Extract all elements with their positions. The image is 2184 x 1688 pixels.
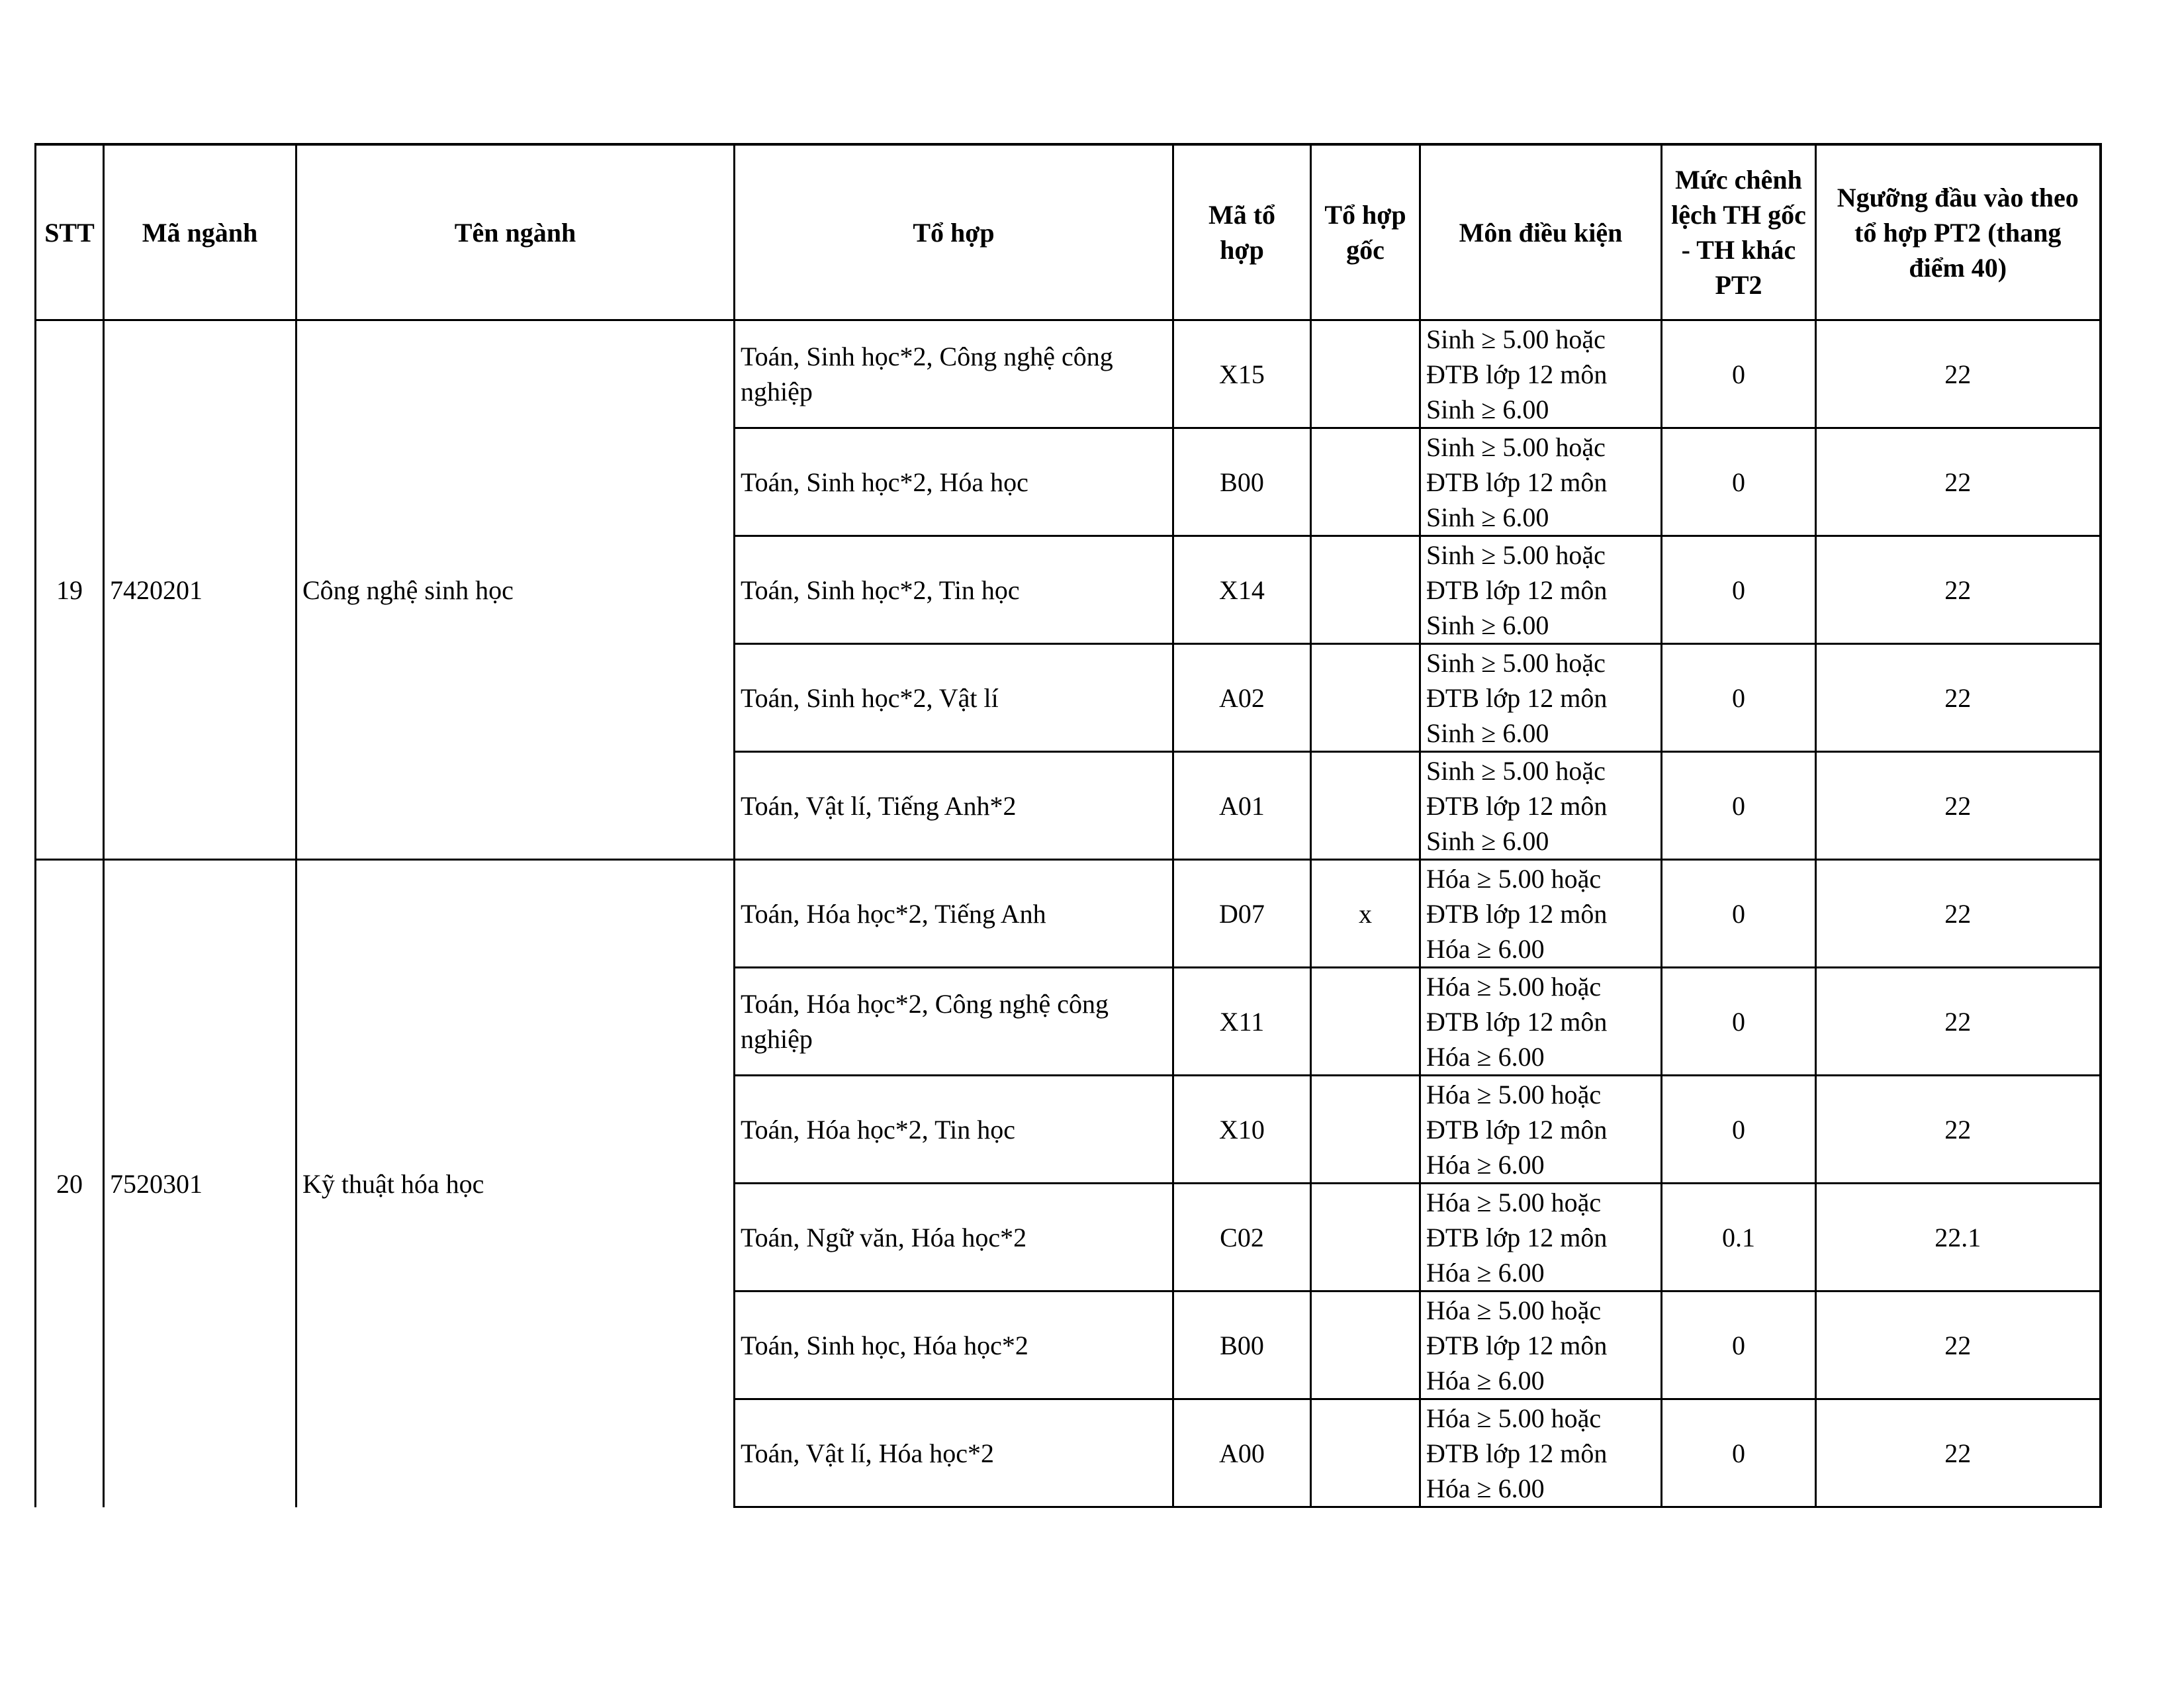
combo-name: Toán, Hóa học*2, Tin học — [735, 1076, 1173, 1184]
combo-name: Toán, Vật lí, Tiếng Anh*2 — [735, 752, 1173, 860]
subject-condition: Sinh ≥ 5.00 hoặc ĐTB lớp 12 môn Sinh ≥ 6.00 — [1420, 752, 1662, 860]
combo-code: C02 — [1173, 1184, 1311, 1291]
entry-threshold: 22 — [1816, 752, 2101, 860]
base-combo-mark — [1311, 1184, 1420, 1291]
subject-condition: Hóa ≥ 5.00 hoặc ĐTB lớp 12 môn Hóa ≥ 6.00 — [1420, 1076, 1662, 1184]
major-name: Công nghệ sinh học — [296, 320, 735, 860]
subject-condition: Sinh ≥ 5.00 hoặc ĐTB lớp 12 môn Sinh ≥ 6.00 — [1420, 644, 1662, 752]
combo-code: B00 — [1173, 428, 1311, 536]
table-row — [36, 860, 2101, 968]
subject-condition: Hóa ≥ 5.00 hoặc ĐTB lớp 12 môn Hóa ≥ 6.00 — [1420, 968, 1662, 1076]
base-combo-mark — [1311, 644, 1420, 752]
score-difference: 0.1 — [1662, 1184, 1816, 1291]
header-to-hop: Tổ hợp — [735, 144, 1173, 320]
base-combo-mark — [1311, 320, 1420, 428]
entry-threshold: 22 — [1816, 1291, 2101, 1399]
entry-threshold: 22.1 — [1816, 1184, 2101, 1291]
score-difference: 0 — [1662, 1076, 1816, 1184]
combo-code: B00 — [1173, 1291, 1311, 1399]
combo-code: D07 — [1173, 860, 1311, 968]
combo-name: Toán, Hóa học*2, Tiếng Anh — [735, 860, 1173, 968]
combo-name: Toán, Vật lí, Hóa học*2 — [735, 1399, 1173, 1507]
entry-threshold: 22 — [1816, 1076, 2101, 1184]
header-row — [36, 144, 2101, 320]
entry-threshold: 22 — [1816, 968, 2101, 1076]
header-muc-chenh-lech: Mức chênh lệch TH gốc - TH khác PT2 — [1662, 144, 1816, 320]
combo-name: Toán, Sinh học, Hóa học*2 — [735, 1291, 1173, 1399]
combo-code: X10 — [1173, 1076, 1311, 1184]
combo-code: X14 — [1173, 536, 1311, 644]
admission-table — [34, 143, 2102, 1508]
entry-threshold: 22 — [1816, 428, 2101, 536]
combo-code: X15 — [1173, 320, 1311, 428]
major-stt: 19 — [36, 320, 104, 860]
subject-condition: Hóa ≥ 5.00 hoặc ĐTB lớp 12 môn Hóa ≥ 6.00 — [1420, 1291, 1662, 1399]
header-nguong-dau-vao: Ngưỡng đầu vào theo tổ hợp PT2 (thang điểm 40) — [1816, 144, 2101, 320]
score-difference: 0 — [1662, 644, 1816, 752]
header-mon-dieu-kien: Môn điều kiện — [1420, 144, 1662, 320]
header-ma-nganh: Mã ngành — [104, 144, 296, 320]
entry-threshold: 22 — [1816, 1399, 2101, 1507]
base-combo-mark — [1311, 968, 1420, 1076]
combo-code: A02 — [1173, 644, 1311, 752]
score-difference: 0 — [1662, 1399, 1816, 1507]
major-code: 7520301 — [104, 860, 296, 1507]
base-combo-mark — [1311, 752, 1420, 860]
score-difference: 0 — [1662, 752, 1816, 860]
base-combo-mark — [1311, 428, 1420, 536]
combo-name: Toán, Sinh học*2, Hóa học — [735, 428, 1173, 536]
score-difference: 0 — [1662, 1291, 1816, 1399]
base-combo-mark — [1311, 1076, 1420, 1184]
combo-name: Toán, Sinh học*2, Công nghệ công nghiệp — [735, 320, 1173, 428]
subject-condition: Hóa ≥ 5.00 hoặc ĐTB lớp 12 môn Hóa ≥ 6.00 — [1420, 1399, 1662, 1507]
score-difference: 0 — [1662, 968, 1816, 1076]
combo-code: A00 — [1173, 1399, 1311, 1507]
base-combo-mark — [1311, 1399, 1420, 1507]
subject-condition: Hóa ≥ 5.00 hoặc ĐTB lớp 12 môn Hóa ≥ 6.00 — [1420, 860, 1662, 968]
score-difference: 0 — [1662, 536, 1816, 644]
entry-threshold: 22 — [1816, 320, 2101, 428]
entry-threshold: 22 — [1816, 644, 2101, 752]
subject-condition: Sinh ≥ 5.00 hoặc ĐTB lớp 12 môn Sinh ≥ 6.00 — [1420, 428, 1662, 536]
combo-code: A01 — [1173, 752, 1311, 860]
base-combo-mark: x — [1311, 860, 1420, 968]
combo-name: Toán, Sinh học*2, Vật lí — [735, 644, 1173, 752]
combo-name: Toán, Sinh học*2, Tin học — [735, 536, 1173, 644]
major-stt: 20 — [36, 860, 104, 1507]
subject-condition: Sinh ≥ 5.00 hoặc ĐTB lớp 12 môn Sinh ≥ 6.00 — [1420, 320, 1662, 428]
base-combo-mark — [1311, 536, 1420, 644]
combo-name: Toán, Ngữ văn, Hóa học*2 — [735, 1184, 1173, 1291]
subject-condition: Hóa ≥ 5.00 hoặc ĐTB lớp 12 môn Hóa ≥ 6.00 — [1420, 1184, 1662, 1291]
subject-condition: Sinh ≥ 5.00 hoặc ĐTB lớp 12 môn Sinh ≥ 6.00 — [1420, 536, 1662, 644]
combo-code: X11 — [1173, 968, 1311, 1076]
header-ten-nganh: Tên ngành — [296, 144, 735, 320]
major-code: 7420201 — [104, 320, 296, 860]
table-row — [36, 320, 2101, 428]
header-ma-to-hop: Mã tổ hợp — [1173, 144, 1311, 320]
entry-threshold: 22 — [1816, 860, 2101, 968]
major-name: Kỹ thuật hóa học — [296, 860, 735, 1507]
score-difference: 0 — [1662, 860, 1816, 968]
combo-name: Toán, Hóa học*2, Công nghệ công nghiệp — [735, 968, 1173, 1076]
score-difference: 0 — [1662, 320, 1816, 428]
entry-threshold: 22 — [1816, 536, 2101, 644]
base-combo-mark — [1311, 1291, 1420, 1399]
header-to-hop-goc: Tổ hợp gốc — [1311, 144, 1420, 320]
score-difference: 0 — [1662, 428, 1816, 536]
header-stt: STT — [36, 144, 104, 320]
